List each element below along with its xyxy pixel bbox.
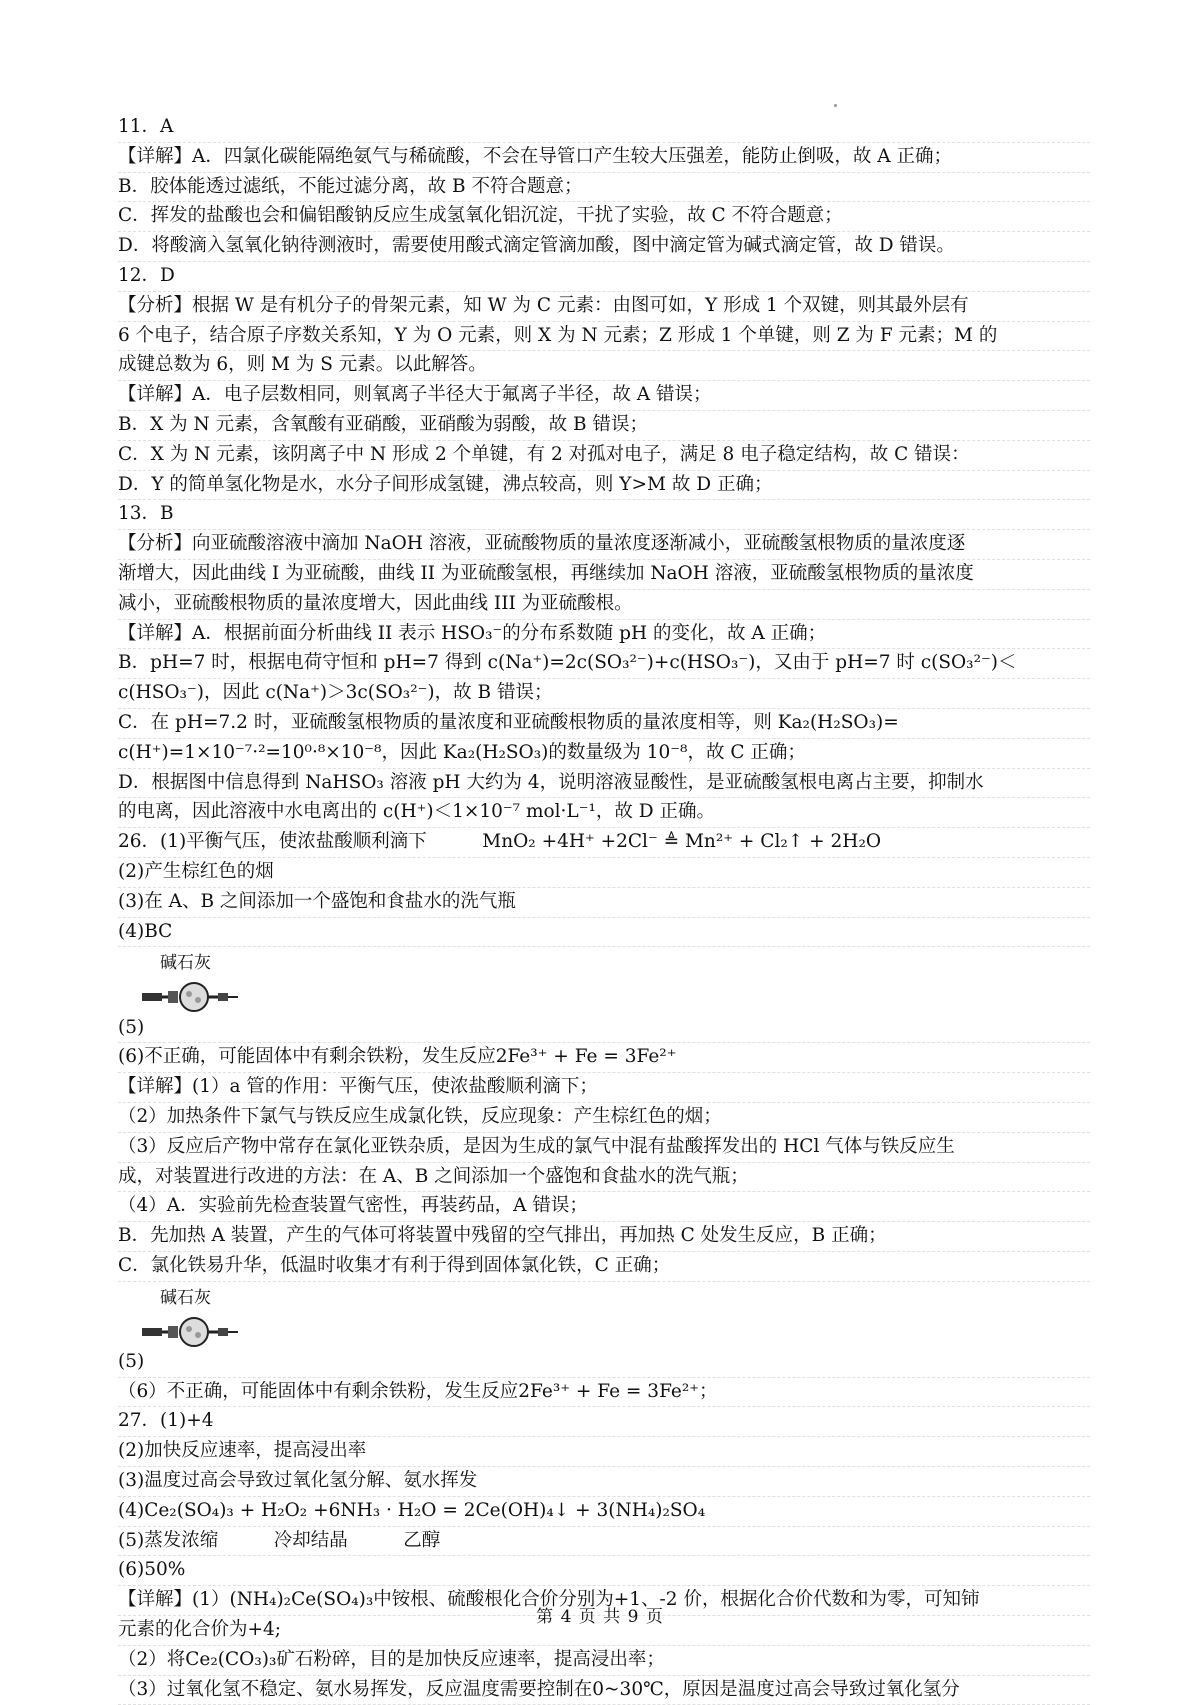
- scan-speck: [834, 104, 837, 107]
- text-line: 渐增大，因此曲线 I 为亚硫酸，曲线 II 为亚硫酸氢根，再继续加 NaOH 溶液，亚硫酸氢根物质的量浓度: [118, 560, 1090, 590]
- text-line: 元素的化合价为+4;: [118, 1616, 1090, 1646]
- answer-block-27: [118, 1378, 1090, 1705]
- text-line: 的电离，因此溶液中水电离出的 c(H⁺)＜1×10⁻⁷ mol·L⁻¹，故 D 正确。: [118, 798, 1090, 828]
- text-line: 13．B: [118, 500, 1090, 530]
- figure-drying-tube-1: [118, 947, 1090, 1043]
- text-line: D．Y 的简单氢化物是水，水分子间形成氢键，沸点较高，则 Y>M 故 D 正确；: [118, 471, 1090, 501]
- text-line: 成键总数为 6，则 M 为 S 元素。以此解答。: [118, 351, 1090, 381]
- text-line: 【详解】A．四氯化碳能隔绝氨气与稀硫酸，不会在导管口产生较大压强差，能防止倒吸，故 A 正确；: [118, 143, 1090, 173]
- figure-label: (5): [118, 1350, 145, 1372]
- text-line: (2)产生棕红色的烟: [118, 858, 1090, 888]
- text-line: （2）加热条件下氯气与铁反应生成氯化铁，反应现象：产生棕红色的烟；: [118, 1103, 1090, 1133]
- text-line: （6）不正确，可能固体中有剩余铁粉，发生反应2Fe³⁺ + Fe = 3Fe²⁺；: [118, 1378, 1090, 1408]
- text-line: C．X 为 N 元素，该阴离子中 N 形成 2 个单键，有 2 对孤对电子，满足 8 电子稳定结构，故 C 错误：: [118, 441, 1090, 471]
- text-line: c(HSO₃⁻)，因此 c(Na⁺)＞3c(SO₃²⁻)，故 B 错误；: [118, 679, 1090, 709]
- text-line: (4)BC: [118, 918, 1090, 948]
- text-line: D．根据图中信息得到 NaHSO₃ 溶液 pH 大约为 4，说明溶液显酸性，是亚硫酸氢根电离占主要，抑制水: [118, 769, 1090, 799]
- drying-tube-icon: [142, 977, 242, 1017]
- text-line: C．氯化铁易升华，低温时收集才有利于得到固体氯化铁，C 正确；: [118, 1252, 1090, 1282]
- text-line: 11．A: [118, 113, 1090, 143]
- text-line: (6)不正确，可能固体中有剩余铁粉，发生反应2Fe³⁺ + Fe = 3Fe²⁺: [118, 1043, 1090, 1073]
- text-line: 【详解】A．电子层数相同，则氧离子半径大于氟离子半径，故 A 错误；: [118, 381, 1090, 411]
- text-line: 【分析】根据 W 是有机分子的骨架元素，知 W 为 C 元素：由图可如，Y 形成 1 个双键，则其最外层有: [118, 292, 1090, 322]
- text-line: (3)温度过高会导致过氧化氢分解、氨水挥发: [118, 1467, 1090, 1497]
- text-line: B．pH=7 时，根据电荷守恒和 pH=7 得到 c(Na⁺)=2c(SO₃²⁻)+c(HSO₃⁻)，又由于 pH=7 时 c(SO₃²⁻)＜: [118, 649, 1090, 679]
- page-footer: 第 4 页 共 9 页: [536, 1607, 664, 1627]
- figure-caption: 碱石灰: [160, 953, 211, 974]
- text-line: (4)Ce₂(SO₄)₃ + H₂O₂ +6NH₃ · H₂O = 2Ce(OH)₄↓ + 3(NH₄)₂SO₄: [118, 1497, 1090, 1527]
- text-line: C．挥发的盐酸也会和偏铝酸钠反应生成氢氧化铝沉淀，干扰了实验，故 C 不符合题意；: [118, 202, 1090, 232]
- text-line: 12．D: [118, 262, 1090, 292]
- text-line: B．X 为 N 元素，含氧酸有亚硝酸，亚硝酸为弱酸，故 B 错误；: [118, 411, 1090, 441]
- text-line: （4）A．实验前先检查装置气密性，再装药品，A 错误；: [118, 1192, 1090, 1222]
- text-line: 26．(1)平衡气压，使浓盐酸顺利滴下 MnO₂ +4H⁺ +2Cl⁻ ≜ Mn²⁺ + Cl₂↑ + 2H₂O: [118, 828, 1090, 858]
- answer-content: [118, 113, 1090, 1705]
- text-line: 减小，亚硫酸根物质的量浓度增大，因此曲线 III 为亚硫酸根。: [118, 590, 1090, 620]
- text-line: (2)加快反应速率，提高浸出率: [118, 1437, 1090, 1467]
- text-line: 6 个电子，结合原子序数关系知，Y 为 O 元素，则 X 为 N 元素；Z 形成 1 个单键，则 Z 为 F 元素；M 的: [118, 322, 1090, 352]
- text-line: (5)蒸发浓缩 冷却结晶 乙醇: [118, 1527, 1090, 1557]
- text-line: D．将酸滴入氢氧化钠待测液时，需要使用酸式滴定管滴加酸，图中滴定管为碱式滴定管，故 D 错误。: [118, 232, 1090, 262]
- text-line: 27．(1)+4: [118, 1407, 1090, 1437]
- figure-label: (5): [118, 1016, 145, 1038]
- text-line: 【详解】(1）(NH₄)₂Ce(SO₄)₃中铵根、硫酸根化合价分别为+1、-2 价，根据化合价代数和为零，可知铈: [118, 1586, 1090, 1616]
- figure-drying-tube-2: [118, 1282, 1090, 1378]
- drying-tube-icon: [142, 1312, 242, 1352]
- text-line: 成，对装置进行改进的方法：在 A、B 之间添加一个盛饱和食盐水的洗气瓶；: [118, 1163, 1090, 1193]
- text-line: (3)在 A、B 之间添加一个盛饱和食盐水的洗气瓶: [118, 888, 1090, 918]
- text-line: c(H⁺)=1×10⁻⁷·²=10⁰·⁸×10⁻⁸，因此 Ka₂(H₂SO₃)的数量级为 10⁻⁸，故 C 正确；: [118, 739, 1090, 769]
- text-line: （2）将Ce₂(CO₃)₃矿石粉碎，目的是加快反应速率，提高浸出率；: [118, 1646, 1090, 1676]
- text-line: C．在 pH=7.2 时，亚硫酸氢根物质的量浓度和亚硫酸根物质的量浓度相等，则 Ka₂(H₂SO₃)=: [118, 709, 1090, 739]
- text-line: （3）过氧化氢不稳定、氨水易挥发，反应温度需要控制在0~30℃，原因是温度过高会导致过氧化氢分: [118, 1676, 1090, 1705]
- answer-block-26-detail: [118, 1043, 1090, 1281]
- text-line: （3）反应后产物中常存在氯化亚铁杂质，是因为生成的氯气中混有盐酸挥发出的 HCl 气体与铁反应生: [118, 1133, 1090, 1163]
- text-line: B．胶体能透过滤纸，不能过滤分离，故 B 不符合题意；: [118, 173, 1090, 203]
- text-line: B．先加热 A 装置，产生的气体可将装置中残留的空气排出，再加热 C 处发生反应，B 正确；: [118, 1222, 1090, 1252]
- answer-block-11-to-26: [118, 113, 1090, 947]
- text-line: 【详解】(1）a 管的作用：平衡气压，使浓盐酸顺利滴下；: [118, 1073, 1090, 1103]
- text-line: 【分析】向亚硫酸溶液中滴加 NaOH 溶液，亚硫酸物质的量浓度逐渐减小，亚硫酸氢根物质的量浓度逐: [118, 530, 1090, 560]
- figure-caption: 碱石灰: [160, 1287, 211, 1308]
- text-line: 【详解】A．根据前面分析曲线 II 表示 HSO₃⁻的分布系数随 pH 的变化，故 A 正确；: [118, 620, 1090, 650]
- text-line: (6)50%: [118, 1556, 1090, 1586]
